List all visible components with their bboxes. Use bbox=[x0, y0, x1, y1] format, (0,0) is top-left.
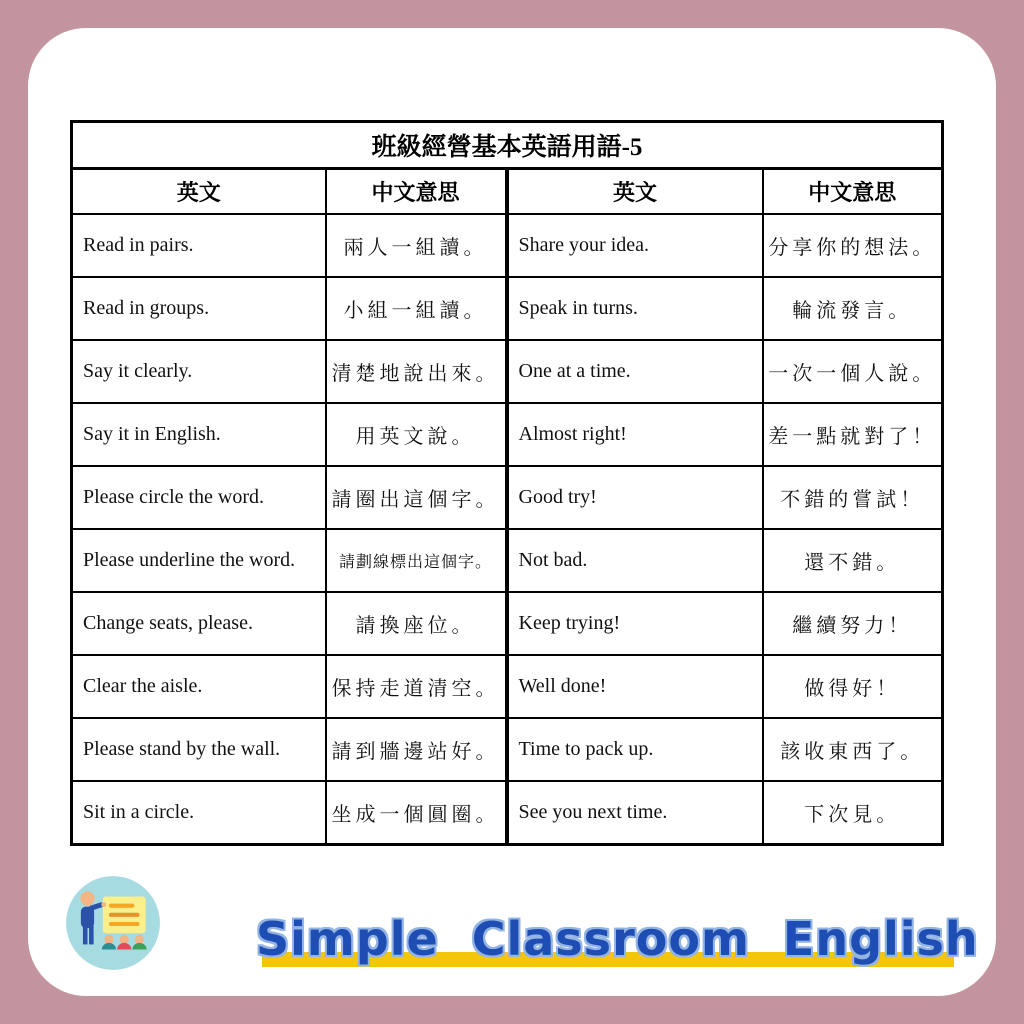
phrase-en: Clear the aisle. bbox=[72, 655, 326, 718]
col-header-english: 英文 bbox=[507, 169, 763, 215]
phrase-en: Share your idea. bbox=[507, 214, 763, 277]
phrase-zh: 兩人一組讀。 bbox=[326, 214, 507, 277]
phrase-en: Please circle the word. bbox=[72, 466, 326, 529]
phrase-zh: 繼續努力！ bbox=[763, 592, 943, 655]
teacher-classroom-icon-svg bbox=[62, 872, 164, 974]
phrase-en: Read in pairs. bbox=[72, 214, 326, 277]
col-header-english: 英文 bbox=[72, 169, 326, 215]
table-row bbox=[72, 781, 943, 845]
table-row bbox=[72, 340, 943, 403]
phrase-zh: 還不錯。 bbox=[763, 529, 943, 592]
table-header-row bbox=[72, 169, 943, 215]
col-header-chinese: 中文意思 bbox=[763, 169, 943, 215]
phrase-zh: 請換座位。 bbox=[326, 592, 507, 655]
phrase-en: Keep trying! bbox=[507, 592, 763, 655]
phrase-zh: 請劃線標出這個字。 bbox=[326, 529, 507, 592]
phrase-zh: 用英文說。 bbox=[326, 403, 507, 466]
phrase-zh: 下次見。 bbox=[763, 781, 943, 845]
phrase-zh: 該收東西了。 bbox=[763, 718, 943, 781]
phrase-en: See you next time. bbox=[507, 781, 763, 845]
phrase-en: Change seats, please. bbox=[72, 592, 326, 655]
phrase-zh: 坐成一個圓圈。 bbox=[326, 781, 507, 845]
table-row bbox=[72, 466, 943, 529]
phrase-zh: 請到牆邊站好。 bbox=[326, 718, 507, 781]
table-title: 班級經營基本英語用語-5 bbox=[72, 122, 943, 169]
phrase-zh: 一次一個人說。 bbox=[763, 340, 943, 403]
phrase-en: Almost right! bbox=[507, 403, 763, 466]
phrase-table bbox=[70, 120, 944, 846]
phrase-zh: 不錯的嘗試！ bbox=[763, 466, 943, 529]
table-row bbox=[72, 277, 943, 340]
phrase-en: Well done! bbox=[507, 655, 763, 718]
phrase-en: Say it in English. bbox=[72, 403, 326, 466]
phrase-zh: 分享你的想法。 bbox=[763, 214, 943, 277]
phrase-en: Not bad. bbox=[507, 529, 763, 592]
phrase-en: Good try! bbox=[507, 466, 763, 529]
phrase-en: Please underline the word. bbox=[72, 529, 326, 592]
teacher-classroom-icon bbox=[62, 872, 164, 974]
phrase-zh: 差一點就對了！ bbox=[763, 403, 943, 466]
phrase-zh: 清楚地說出來。 bbox=[326, 340, 507, 403]
table-row bbox=[72, 529, 943, 592]
phrase-zh: 請圈出這個字。 bbox=[326, 466, 507, 529]
table-row bbox=[72, 592, 943, 655]
table-row bbox=[72, 403, 943, 466]
table-row bbox=[72, 655, 943, 718]
phrase-en: One at a time. bbox=[507, 340, 763, 403]
phrase-en: Please stand by the wall. bbox=[72, 718, 326, 781]
col-header-chinese: 中文意思 bbox=[326, 169, 507, 215]
phrase-zh: 保持走道清空。 bbox=[326, 655, 507, 718]
table-title-row bbox=[72, 122, 943, 169]
table-row bbox=[72, 718, 943, 781]
phrase-en: Sit in a circle. bbox=[72, 781, 326, 845]
phrase-zh: 做得好！ bbox=[763, 655, 943, 718]
phrase-en: Read in groups. bbox=[72, 277, 326, 340]
phrase-en: Time to pack up. bbox=[507, 718, 763, 781]
phrase-zh: 小組一組讀。 bbox=[326, 277, 507, 340]
phrase-en: Speak in turns. bbox=[507, 277, 763, 340]
phrase-zh: 輪流發言。 bbox=[763, 277, 943, 340]
brand-title: Simple Classroom English bbox=[256, 912, 979, 966]
phrase-en: Say it clearly. bbox=[72, 340, 326, 403]
table-row bbox=[72, 214, 943, 277]
brand-banner bbox=[256, 912, 979, 992]
